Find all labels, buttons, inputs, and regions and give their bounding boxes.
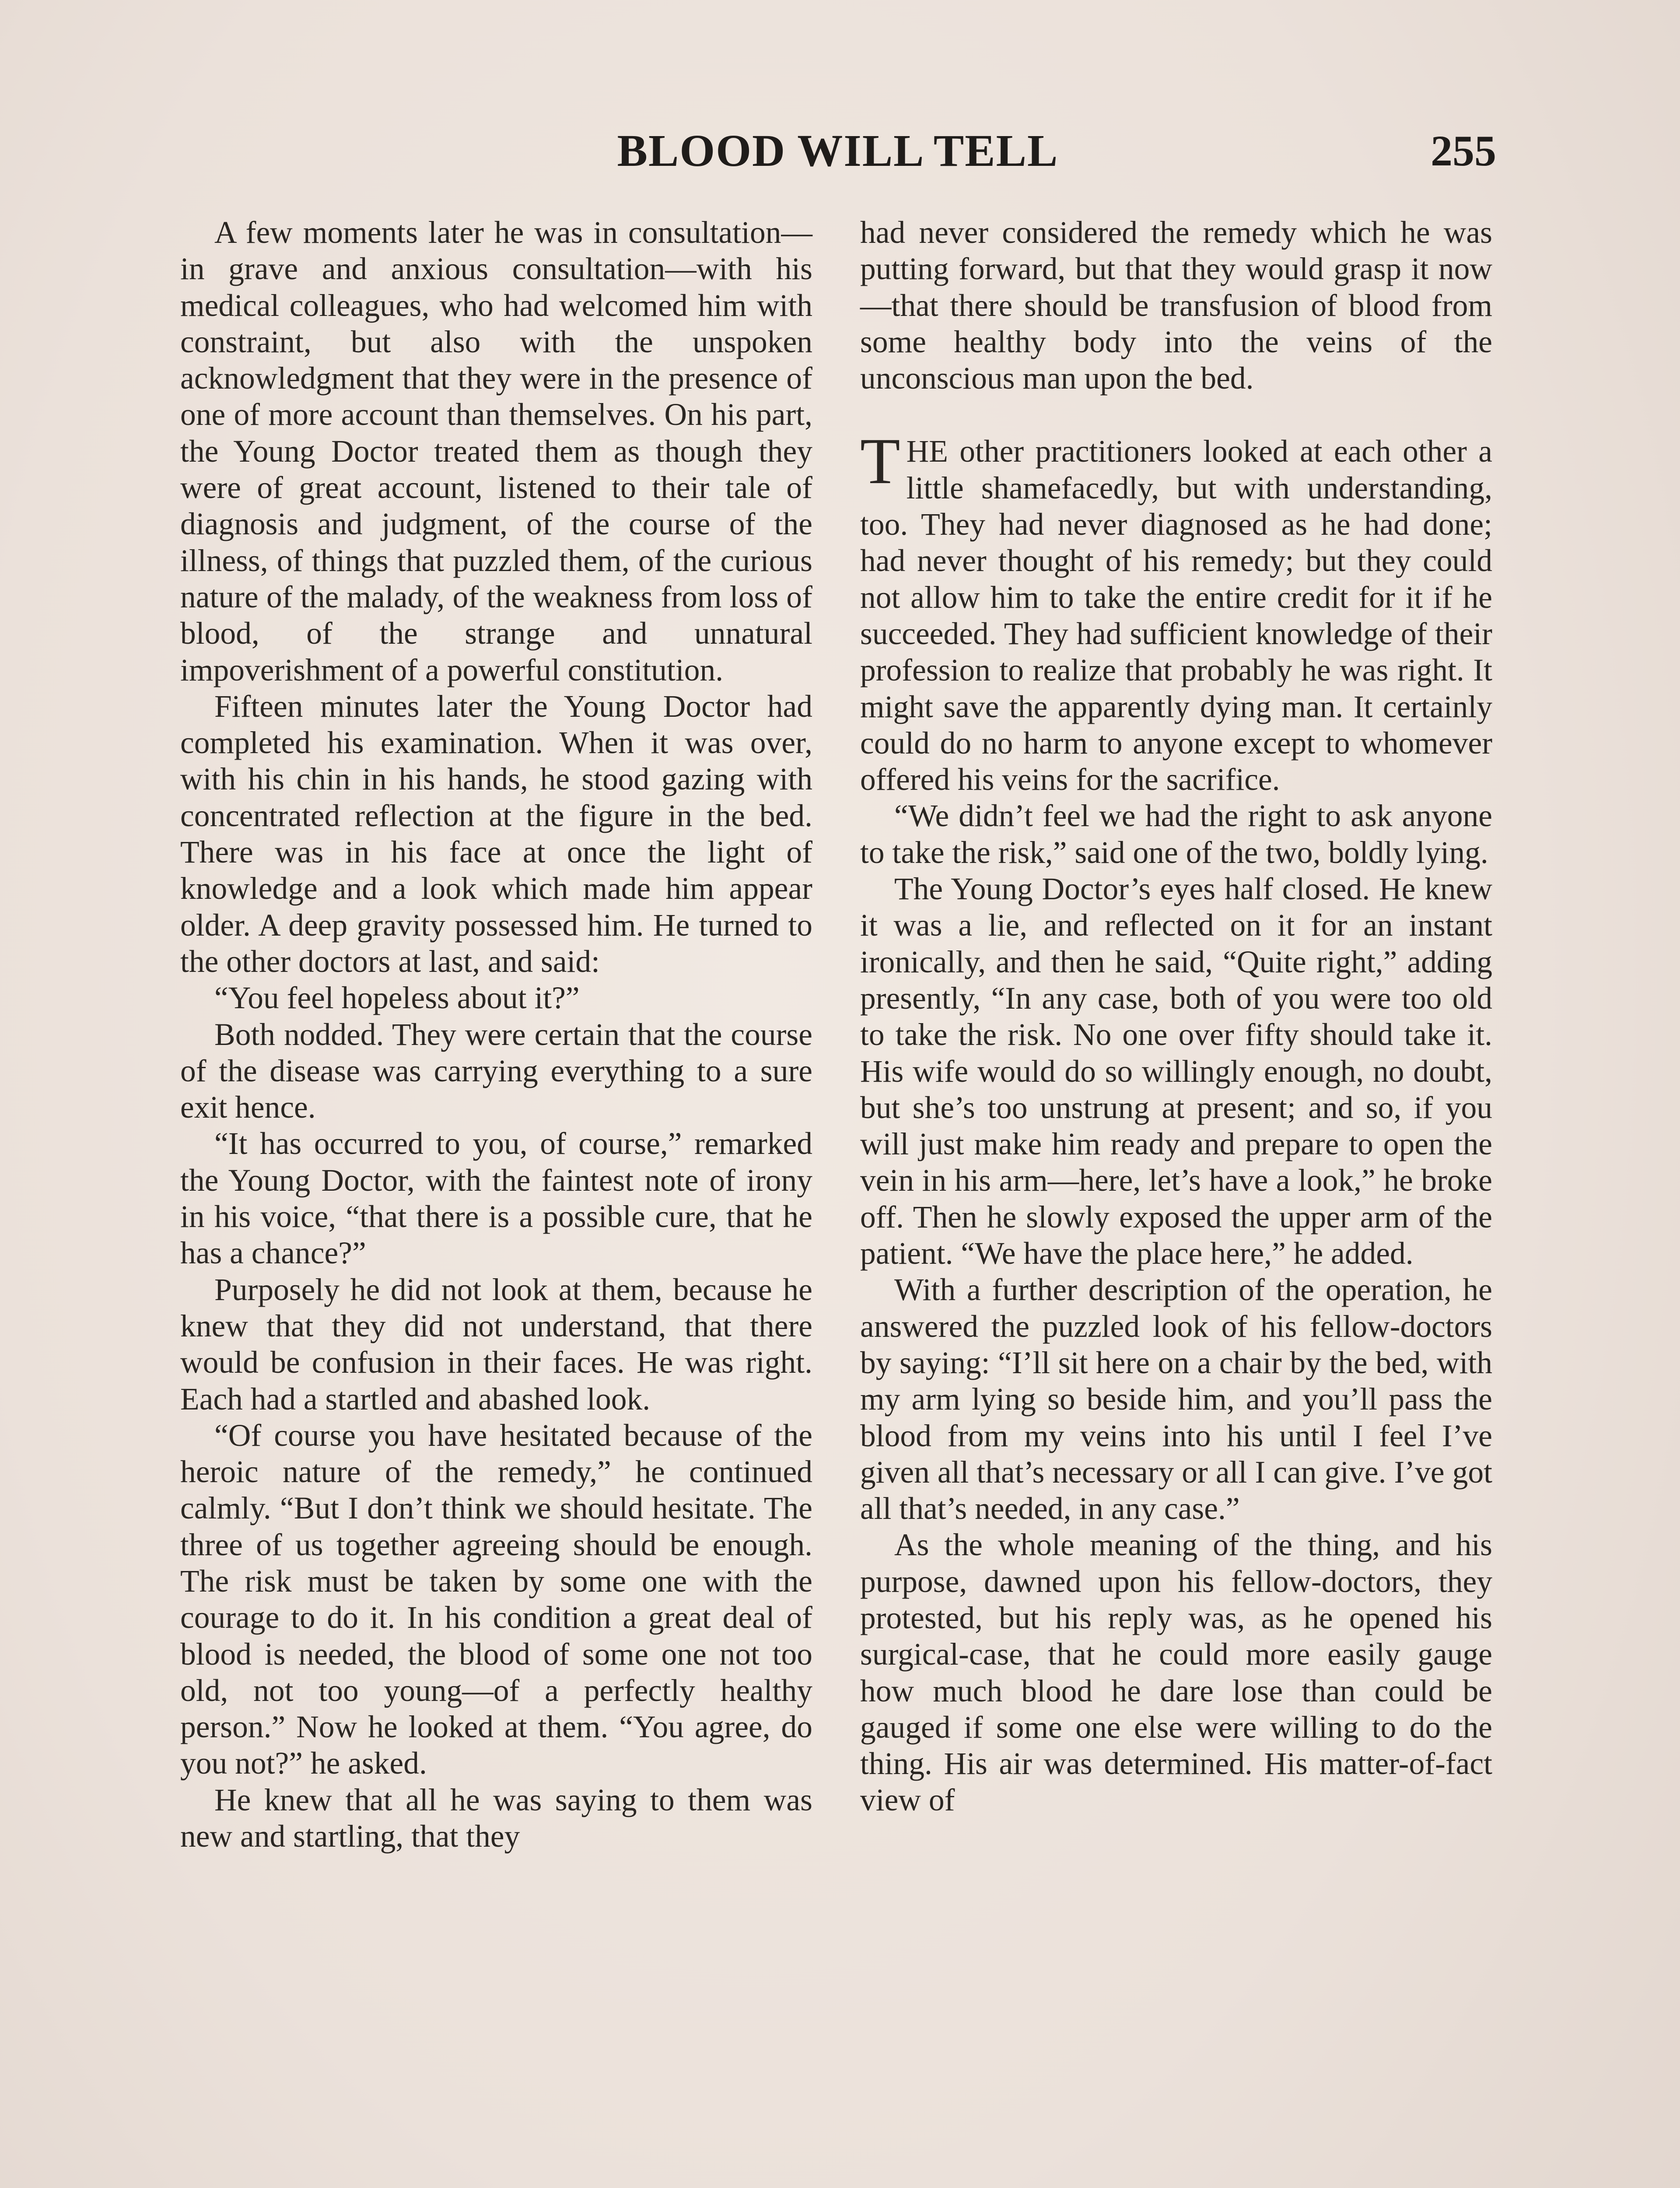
paragraph: “We didn’t feel we had the right to ask anyone to take the risk,” said one of the two, boldly lying. — [860, 799, 1492, 870]
paragraph: “You feel hopeless about it?” — [214, 981, 580, 1016]
continued-paragraph: had never considered the remedy which he was putting forward, but that they would grasp it now—that there should be transfusion of blood from some healthy body into the veins of the unconscious man upon the bed. — [860, 215, 1492, 396]
paragraph: He knew that all he was saying to them was new and startling, that they — [180, 1782, 812, 1854]
paragraph: Fifteen minutes later the Young Doctor had completed his examination. When it was over, with his chin in his hands, he stood gazing with concentrated reflection at the figure in the bed. There was in his face at once the light of knowledge and a look which made him appear older. A deep gravity possessed him. He turned to the other doctors at last, and said: — [180, 689, 812, 979]
running-title: BLOOD WILL TELL — [617, 126, 1059, 176]
paragraph: “It has occurred to you, of course,” remarked the Young Doctor, with the faintest note of irony in his voice, “that there is a possible cure, that he has a chance?” — [180, 1126, 812, 1271]
paragraph: Both nodded. They were certain that the course of the disease was carrying everything to a sure exit hence. — [180, 1017, 812, 1125]
paragraph: “Of course you have hesitated because of the heroic nature of the remedy,” he continued calmly. “But I don’t think we should hesitate. The three of us together agreeing should be enough. The risk must be taken by some one with the courage to do it. In his condition a great deal of blood is needed, the blood of some one not too old, not too young—of a perfectly healthy person.” Now he looked at them. “You agree, do you not?” he asked. — [180, 1418, 812, 1781]
paragraph: A few moments later he was in consultation—in grave and anxious consultation—with his medical colleagues, who had welcomed him with constraint, but also with the unspoken acknowledgment that they were in the presence of one of more account than themselves. On his part, the Young Doctor treated them as though they were of great account, listened to their tale of diagnosis and judgment, of the course of the illness, of things that puzzled them, of the curious nature of the malady, of the weakness from loss of blood, of the strange and unnatural impoverishment of a powerful constitution. — [180, 215, 812, 687]
paragraph: The Young Doctor’s eyes half closed. He knew it was a lie, and reflected on it for an instant ironically, and then he said, “Quite right,” adding presently, “In any case, both of you were too old to take the risk. No one over fifty should take it. His wife would do so willingly enough, no doubt, but she’s too unstrung at present; and so, if you will just make him ready and prepare to open the vein in his arm—here, let’s have a look,” he broke off. Then he slowly exposed the upper arm of the patient. “We have the place here,” he added. — [860, 872, 1492, 1271]
paragraph: As the whole meaning of the thing, and his purpose, dawned upon his fellow-doctors, they protested, but his reply was, as he opened his surgical-case, that he could more easily gauge how much blood he dare lose than could be gauged if some one else were willing to do the thing. His air was determined. His matter-of-fact view of — [860, 1528, 1492, 1818]
left-column — [180, 214, 812, 1855]
page-number: 255 — [1431, 126, 1496, 175]
paragraph: With a further description of the operation, he answered the puzzled look of his fellow-doctors by saying: “I’ll sit here on a chair by the bed, with my arm lying so beside him, and you’ll pass the blood from my veins into his until I feel I’ve given all that’s necessary or all I can give. I’ve got all that’s needed, in any case.” — [860, 1273, 1492, 1526]
paragraph: Purposely he did not look at them, because he knew that they did not understand, that there would be confusion in their faces. He was right. Each had a startled and abashed look. — [180, 1272, 812, 1417]
section-opening-paragraph — [860, 425, 1492, 798]
drop-paragraph-text: HE other practitioners looked at each other a little shamefacedly, but with understanding, too. They had never diagnosed as he had done; had never thought of his remedy; but they could not allow him to take the entire credit for it if he succeeded. They had sufficient knowledge of their profession to realize that probably he was right. It might save the apparently dying man. It certainly could do no harm to anyone except to whomever offered his veins for the sacrifice. — [860, 434, 1492, 797]
right-column — [860, 214, 1492, 1819]
page-header — [179, 125, 1496, 177]
drop-cap: T — [860, 425, 900, 498]
